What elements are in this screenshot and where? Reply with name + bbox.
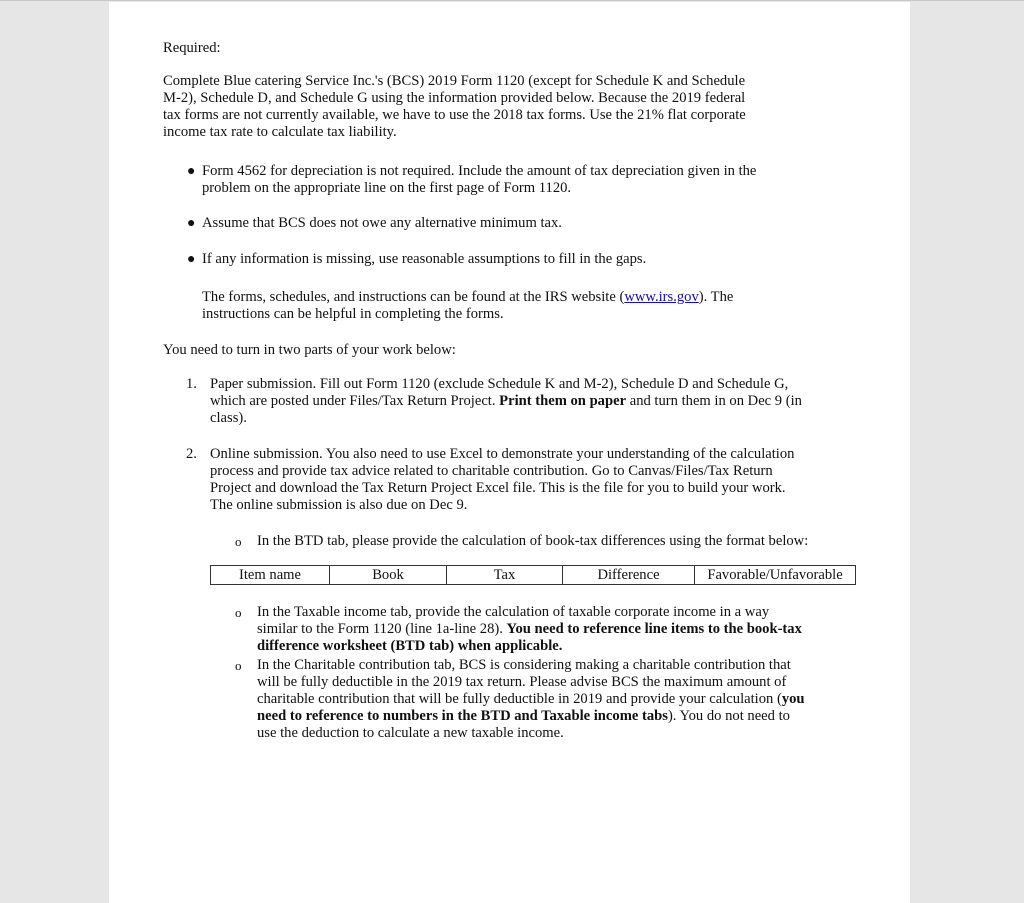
top-border <box>0 0 1024 1</box>
circle-bullet-icon: o <box>235 534 242 549</box>
bullet-icon: ● <box>187 164 196 179</box>
table-header-cell: Favorable/Unfavorable <box>695 566 856 585</box>
table-header-cell: Book <box>330 566 447 585</box>
bullet-icon: ● <box>187 252 196 267</box>
btd-format-table <box>210 565 856 585</box>
circle-bullet-icon: o <box>235 605 242 620</box>
irs-link[interactable]: www.irs.gov <box>624 289 699 305</box>
bullet-icon: ● <box>187 216 196 231</box>
bullet-item: ● Assume that BCS does not owe any alternative minimum tax. <box>187 215 562 231</box>
turn-in-text: You need to turn in two parts of your work below: <box>163 342 456 358</box>
bullet-item: ● Form 4562 for depreciation is not required. Include the amount of tax depreciation given in the problem on the appropriate line on the first page of Form 1120. <box>187 163 757 196</box>
table-header-cell: Tax <box>447 566 563 585</box>
bullet-item: ● If any information is missing, use reasonable assumptions to fill in the gaps. <box>187 251 647 267</box>
table-row <box>211 566 856 585</box>
required-heading: Required: <box>163 40 221 56</box>
circle-bullet-icon: o <box>235 658 242 673</box>
document-page: Required: Complete Blue catering Service Inc.'s (BCS) 2019 Form 1120 (except for Schedule K and Schedule M-2), Schedule D, and Schedule G using the information provided below. Because the 2019 federal tax forms are not currently available, we have to use the 2018 tax forms. Use the 21% flat corporate income tax rate to calculate tax liability. ● Form 4562 for depreciation is not required. Include the amount of tax depreciation given in the problem on the appropriate line on the first page of Form 1120. ● Assume that BCS does not owe any alternative minimum tax. ● If any information is missing, use reasonable assumptions to fill in the gaps. The forms, schedules, and instructions can be found at the IRS website (www.irs.gov). The instructions can be helpful in completing the forms. You need to turn in two parts of your work below: 1. Paper submission. Fill out Form 1120 (exclude Schedule K and M-2), Schedule D and Schedule G, which are posted under Files/Tax Return Project. Print them on paper and turn them in on Dec 9 (in class). 2. Online submission. You also need to use Excel to demonstrate your understanding of the calculation process and provide tax advice related to charitable contribution. Go to Canvas/Files/Tax Return Project and download the Tax Return Project Excel file. This is the file for you to build your work. The online submission is also due on Dec 9. o In the BTD tab, please provide the calculation of book-tax differences using the format below: Item name Book Tax Difference Favorable/Unfavorable o In the Taxable income tab, provide the calculation of taxable corporate income in a way similar to the Form 1120 (line 1a-line 28). You need to reference line items to the book-tax difference worksheet (BTD tab) when applicable. o In the Charitable contribution tab, BCS is considering making a charitable contribution that will be fully deductible in the 2019 tax return. Please advise BCS the maximum amount of charitable contribution that will be fully deductible in 2019 and provide your calculation (you need to reference to numbers in the BTD and Taxable income tabs). You do not need to use the deduction to calculate a new taxable income. <box>109 2 910 903</box>
table-header-cell: Difference <box>563 566 695 585</box>
print-emphasis: Print them on paper <box>499 393 627 409</box>
irs-note: The forms, schedules, and instructions can be found at the IRS website (www.irs.gov). The instructions can be helpful in completing the forms. <box>202 289 734 322</box>
table-header-cell: Item name <box>211 566 330 585</box>
